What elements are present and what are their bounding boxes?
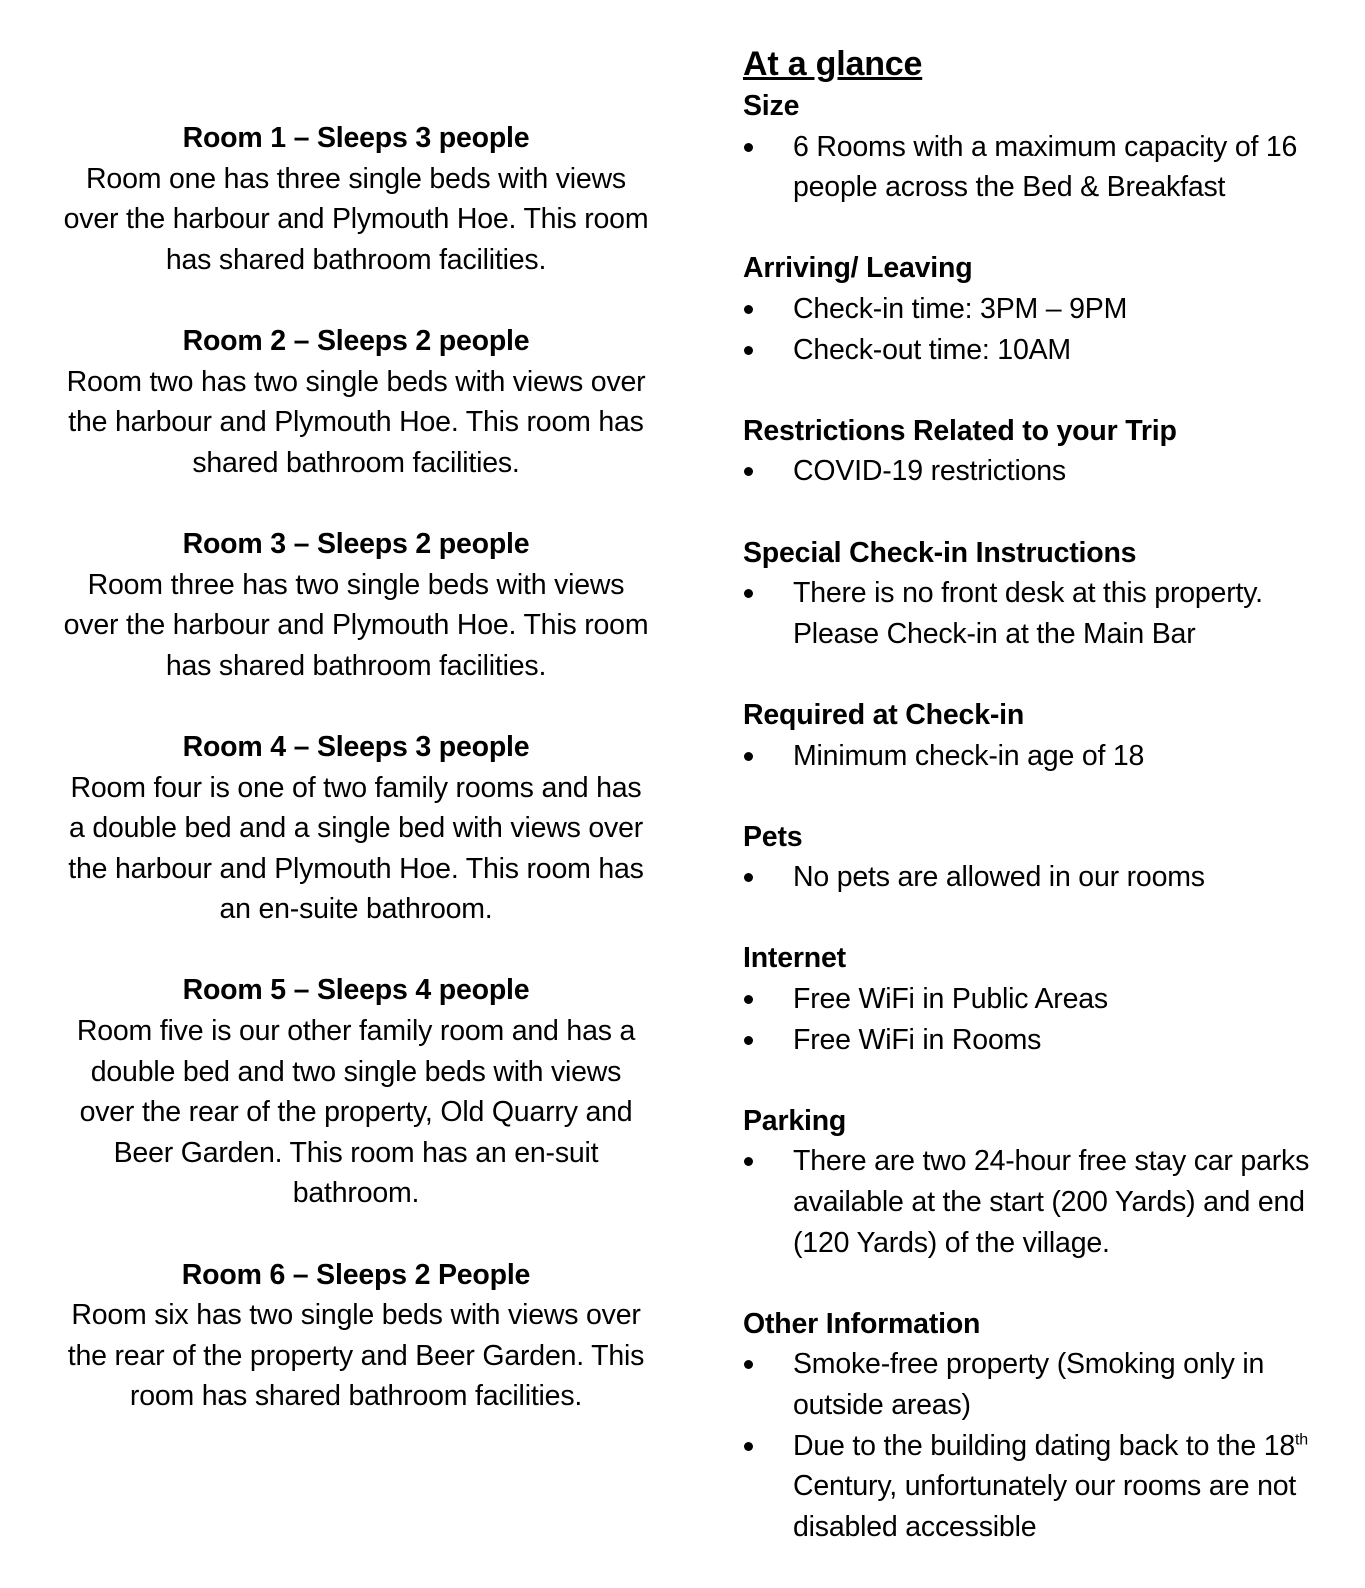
room-entry xyxy=(60,118,652,280)
bullet-icon xyxy=(744,1036,753,1045)
section-title: Required at Check-in xyxy=(743,698,1025,731)
room-description: Room two has two single beds with views over the harbour and Plymouth Hoe. This room has shared bathroom facilities. xyxy=(66,365,646,479)
room-entry xyxy=(60,727,652,930)
list-item-text xyxy=(793,1430,1308,1543)
room-entry xyxy=(60,1255,652,1417)
bullet-icon xyxy=(744,143,753,152)
list-item-text: Minimum check-in age of 18 xyxy=(793,739,1145,772)
list-item xyxy=(743,979,1343,1020)
bullet-list xyxy=(743,857,1343,898)
list-item-text: Free WiFi in Rooms xyxy=(793,1023,1042,1056)
bullet-list xyxy=(743,289,1343,370)
rooms-column xyxy=(60,118,652,1458)
section-restrictions xyxy=(743,411,1343,492)
room-description: Room six has two single beds with views over the rear of the property and Beer Garden. This room has shared bathroom facilities. xyxy=(67,1299,645,1413)
list-item-text: Free WiFi in Public Areas xyxy=(793,983,1108,1016)
room-title: Room 2 – Sleeps 2 people xyxy=(182,324,530,357)
room-title: Room 4 – Sleeps 3 people xyxy=(182,730,530,763)
text-segment: Century, unfortunately our rooms are not disabled accessible xyxy=(793,1470,1297,1543)
superscript: th xyxy=(1295,1431,1308,1449)
list-item-text: There are two 24-hour free stay car parks available at the start (200 Yards) and end (120 Yards) of the village. xyxy=(793,1145,1310,1259)
bullet-icon xyxy=(744,752,753,761)
bullet-icon xyxy=(744,589,753,598)
room-entry xyxy=(60,970,652,1214)
list-item-text: No pets are allowed in our rooms xyxy=(793,861,1205,894)
section-arriving-leaving xyxy=(743,248,1343,370)
section-title: Arriving/ Leaving xyxy=(743,252,973,285)
list-item xyxy=(743,1344,1343,1425)
section-title: Other Information xyxy=(743,1307,981,1340)
list-item xyxy=(743,127,1343,208)
list-item-text: Smoke-free property (Smoking only in outside areas) xyxy=(793,1348,1265,1421)
list-item xyxy=(743,1020,1343,1061)
room-entry xyxy=(60,321,652,483)
section-special-check-in xyxy=(743,533,1343,655)
list-item xyxy=(743,1426,1343,1548)
list-item xyxy=(743,330,1343,371)
bullet-list xyxy=(743,573,1343,654)
list-item-text: 6 Rooms with a maximum capacity of 16 people across the Bed & Breakfast xyxy=(793,130,1298,204)
list-item-text: There is no front desk at this property. Please Check-in at the Main Bar xyxy=(793,577,1263,650)
section-other-information xyxy=(743,1304,1343,1548)
list-item-text: Check-in time: 3PM – 9PM xyxy=(793,292,1128,325)
bullet-icon xyxy=(744,873,753,882)
section-title: Size xyxy=(743,90,800,122)
room-description: Room three has two single beds with views over the harbour and Plymouth Hoe. This room has shared bathroom facilities. xyxy=(63,568,649,682)
bullet-icon xyxy=(744,995,753,1004)
bullet-icon xyxy=(744,1442,753,1451)
room-description: Room one has three single beds with views over the harbour and Plymouth Hoe. This room has shared bathroom facilities. xyxy=(63,162,649,276)
list-item-text: Check-out time: 10AM xyxy=(793,333,1071,366)
section-title: Special Check-in Instructions xyxy=(743,536,1137,569)
bullet-list xyxy=(743,1344,1343,1547)
bullet-list xyxy=(743,979,1343,1060)
bullet-list xyxy=(743,451,1343,492)
list-item xyxy=(743,857,1343,898)
section-required-at-check-in xyxy=(743,695,1343,776)
section-pets xyxy=(743,817,1343,898)
room-description: Room five is our other family room and has a double bed and two single beds with views over the rear of the property, Old Quarry and Beer Garden. This room has an en-suit bathroom. xyxy=(76,1015,636,1210)
section-title: Pets xyxy=(743,820,803,853)
list-item xyxy=(743,451,1343,492)
at-a-glance-column xyxy=(743,42,1343,1588)
room-description: Room four is one of two family rooms and has a double bed and a single bed with views over the harbour and Plymouth Hoe. This room has an en-suite bathroom. xyxy=(68,771,644,926)
bullet-icon xyxy=(744,467,753,476)
section-size xyxy=(743,86,1343,208)
section-title: Restrictions Related to your Trip xyxy=(743,414,1177,447)
section-parking xyxy=(743,1101,1343,1263)
bullet-list xyxy=(743,1141,1343,1263)
list-item xyxy=(743,573,1343,654)
room-title: Room 1 – Sleeps 3 people xyxy=(182,122,530,154)
list-item-text: COVID-19 restrictions xyxy=(793,455,1066,488)
text-segment: Due to the building dating back to the 18 xyxy=(793,1429,1296,1462)
bullet-icon xyxy=(744,346,753,355)
at-a-glance-heading: At a glance xyxy=(743,45,923,83)
section-title: Internet xyxy=(743,942,846,975)
bullet-list xyxy=(743,736,1343,777)
bullet-icon xyxy=(744,1157,753,1166)
bullet-icon xyxy=(744,305,753,314)
list-item xyxy=(743,289,1343,330)
list-item xyxy=(743,1141,1343,1263)
room-title: Room 5 – Sleeps 4 people xyxy=(182,974,530,1007)
bullet-list xyxy=(743,127,1343,208)
room-entry xyxy=(60,524,652,686)
section-title: Parking xyxy=(743,1104,847,1137)
room-title: Room 6 – Sleeps 2 People xyxy=(181,1258,531,1291)
list-item xyxy=(743,736,1343,777)
section-internet xyxy=(743,938,1343,1060)
room-title: Room 3 – Sleeps 2 people xyxy=(182,527,530,560)
bullet-icon xyxy=(744,1360,753,1369)
